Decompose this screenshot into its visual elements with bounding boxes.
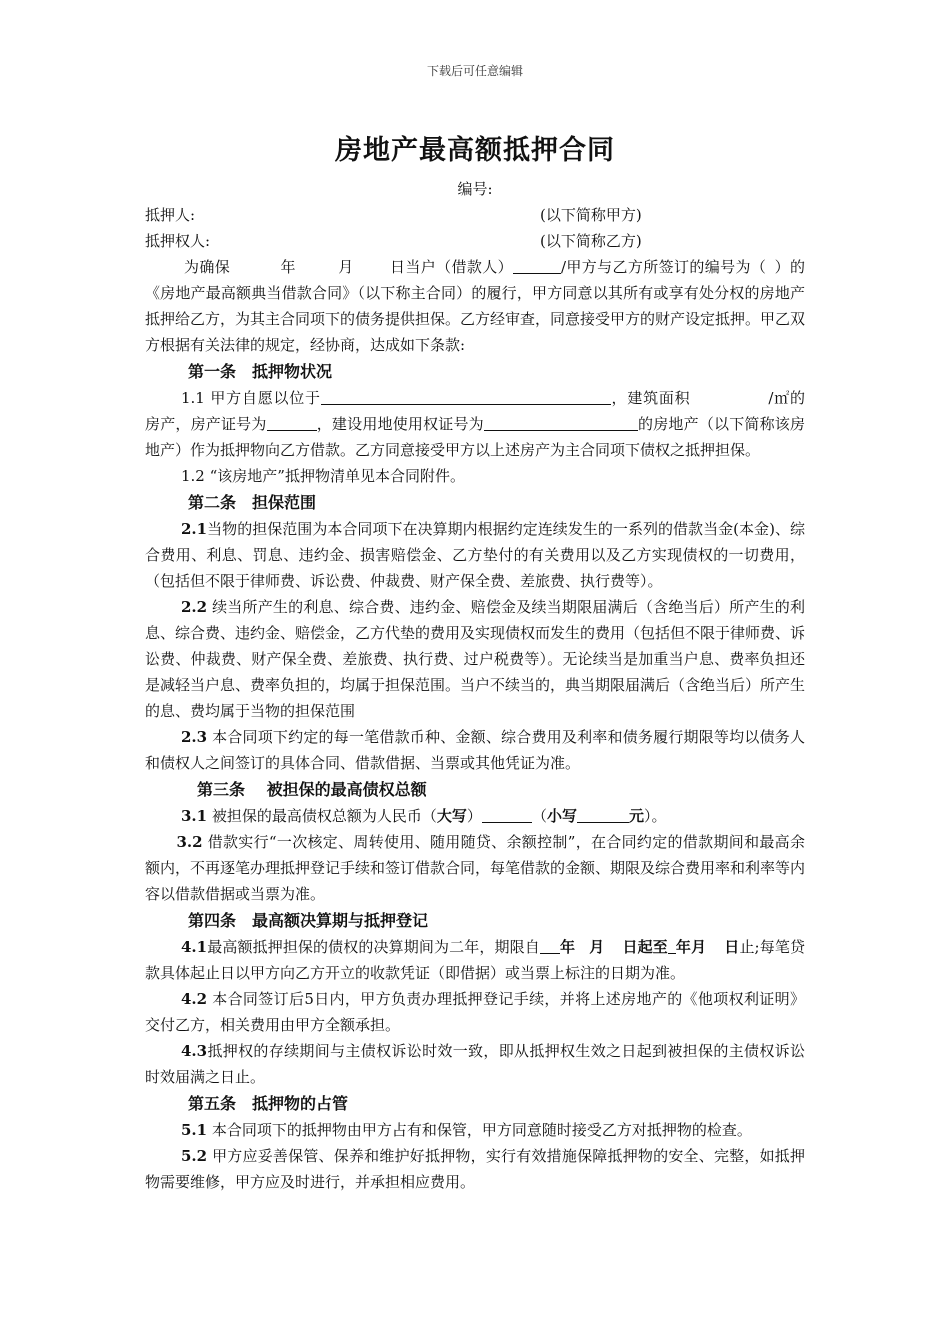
end-month-label: 月	[691, 938, 707, 956]
clause-3-1	[145, 803, 805, 829]
clause-text: 甲方应妥善保管、保养和维护好抵押物，实行有效措施保障抵押物的安全、完整，如抵押物需要维修，甲方应及时进行，并承担相应费用。	[145, 1147, 805, 1191]
clause-text: 本合同签订后5日内，甲方负责办理抵押登记手续，并将上述房地产的《他项权利证明》交付乙方，相关费用由甲方全额承担。	[145, 990, 805, 1034]
preamble-text: /甲方与乙方所签订的编号为（	[560, 258, 767, 276]
clause-text: 本合同项下的抵押物由甲方占有和保管，甲方同意随时接受乙方对抵押物的检查。	[211, 1121, 752, 1139]
article-1-heading: 第一条 抵押物状况	[188, 362, 333, 381]
contract-number-label: 编号:	[457, 180, 493, 198]
borrower-blank	[513, 257, 561, 274]
clause-4-2	[145, 986, 805, 1038]
clause-number: 5.1	[181, 1121, 208, 1139]
preamble-text: ）的《房地产最高额典当借款合同》（以下称主合同）的履行，甲方同意以其所有或享有处分权的房地产抵押给乙方，为其主合同项下的债务提供担保。乙方经审查，同意接受甲方的财产设定抵押。甲乙双方根据有关法律的规定，经协商，达成如下条款:	[145, 258, 806, 354]
clause-number: 2.2	[181, 598, 208, 616]
clause-number: 3.2	[176, 833, 203, 851]
clause-text: （	[531, 807, 547, 825]
clause-5-2	[145, 1143, 805, 1195]
clause-text: 本合同项下约定的每一笔借款币种、金额、综合费用及利率和债务履行期限等均以债务人和债权人之间签订的具体合同、借款借据、当票或其他凭证为准。	[145, 728, 805, 772]
clause-text: 最高额抵押担保的债权的决算期间为二年，期限自	[207, 938, 540, 956]
end-day-label: 日	[724, 938, 740, 956]
mortgagee-label: 抵押权人:	[145, 232, 211, 250]
clause-3-2	[145, 829, 805, 907]
article-4-heading: 第四条 最高额决算期与抵押登记	[188, 911, 429, 930]
clause-text: 甲方自愿以位于	[210, 389, 321, 407]
party-mortgagee	[145, 228, 805, 254]
clause-number: 4.1	[181, 938, 208, 956]
clause-number: 2.3	[181, 728, 208, 746]
preamble-paragraph	[145, 254, 805, 358]
clause-2-1	[145, 516, 805, 594]
clause-4-1	[145, 934, 805, 986]
clause-text: ，建筑面积	[610, 389, 691, 407]
mortgagor-label: 抵押人:	[145, 206, 196, 224]
document-body	[145, 176, 805, 1195]
location-blank	[321, 388, 611, 405]
clause-number: 4.3	[181, 1042, 208, 1060]
area-unit: /㎡	[768, 389, 790, 407]
clause-4-3	[145, 1038, 805, 1090]
clause-2-3	[145, 724, 805, 776]
mortgagee-alias: (以下简称乙方)	[540, 232, 642, 250]
lowercase-label: 小写	[546, 807, 577, 825]
clause-text: 借款实行“一次核定、周转使用、随用随贷、余额控制”，在合同约定的借款期间和最高余额内，不再逐笔办理抵押登记手续和签订借款合同，每笔借款的金额、期限及综合费用率和利率等内容以借款借据或当票为准。	[145, 833, 806, 903]
uppercase-label: 大写	[436, 807, 467, 825]
party-mortgagor	[145, 202, 805, 228]
end-year-label: 年	[675, 938, 692, 956]
clause-text: 止;每笔贷款具体起止日以甲方向乙方开立的收款凭证（即借据）或当票上标注的日期为准。	[145, 938, 805, 982]
preamble-day: 日当户（借款人）	[389, 258, 513, 276]
amount-uppercase-blank	[482, 806, 532, 823]
clause-5-1	[145, 1117, 805, 1143]
clause-text: 续当所产生的利息、综合费、违约金、赔偿金及续当期限届满后（含绝当后）所产生的利息、综合费、违约金、赔偿金，乙方代垫的费用及实现债权而发生的费用（包括但不限于律师费、诉讼费、仲裁费、财产保全费、差旅费、执行费、过户税费等）。无论续当是加重当户息、费率负担还是减轻当户息、费率负担的，均属于担保范围。当户不续当的，典当期限届满后（含绝当后）所产生的息、费均属于当物的担保范围	[145, 598, 806, 720]
start-year-blank	[540, 937, 560, 954]
clause-1-2	[145, 463, 805, 489]
clause-text: 被担保的最高债权总额为人民币（	[211, 807, 437, 825]
start-day-label: 日起至	[622, 938, 668, 956]
clause-number: 5.2	[181, 1147, 208, 1165]
clause-text: 的房地产（以下简称该房地产）作为抵押物向乙方借款。乙方同意接受甲方以上述房产为主合同项下债权之抵押担保。	[145, 415, 805, 459]
preamble-year: 年	[280, 258, 296, 276]
clause-number: 3.1	[181, 807, 208, 825]
yuan-label: 元	[628, 807, 644, 825]
clause-text: “该房地产”抵押物清单见本合同附件。	[209, 467, 465, 485]
clause-text: ）。	[643, 807, 667, 825]
preamble-month: 月	[337, 258, 354, 276]
property-cert-blank	[267, 414, 317, 431]
clause-number: 1.2	[181, 467, 205, 485]
start-year-label: 年	[559, 938, 576, 956]
land-cert-blank	[484, 414, 638, 431]
start-month-label: 月	[589, 938, 605, 956]
clause-text: 当物的担保范围为本合同项下在决算期内根据约定连续发生的一系列的借款当金(本金)、综合费用、利息、罚息、违约金、损害赔偿金、乙方垫付的有关费用以及乙方实现债权的一切费用，（包括但不限于律师费、诉讼费、仲裁费、财产保全费、差旅费、执行费等）。	[145, 520, 805, 590]
clause-1-1	[145, 385, 805, 463]
preamble-text: 为确保	[184, 258, 231, 276]
article-2-heading: 第二条 担保范围	[188, 493, 317, 512]
clause-number: 1.1	[181, 389, 205, 407]
mortgagor-alias: (以下简称甲方)	[540, 206, 642, 224]
clause-text: ，建设用地使用权证号为	[316, 415, 484, 433]
clause-number: 4.2	[181, 990, 208, 1008]
amount-lowercase-blank	[577, 806, 629, 823]
header-note: 下载后可任意编辑	[426, 64, 523, 78]
article-3-heading: 第三条 被担保的最高债权总额	[197, 780, 427, 799]
end-year-blank	[668, 937, 676, 954]
document-title: 房地产最高额抵押合同	[335, 135, 615, 166]
clause-text: 抵押权的存续期间与主债权诉讼时效一致，即从抵押权生效之日起到被担保的主债权诉讼时效届满之日止。	[145, 1042, 805, 1086]
clause-2-2	[145, 594, 805, 724]
article-5-heading: 第五条 抵押物的占管	[188, 1094, 349, 1113]
clause-text: ）	[466, 807, 482, 825]
clause-number: 2.1	[181, 520, 208, 538]
clause-text: 的房产，房产证号为	[145, 389, 805, 433]
